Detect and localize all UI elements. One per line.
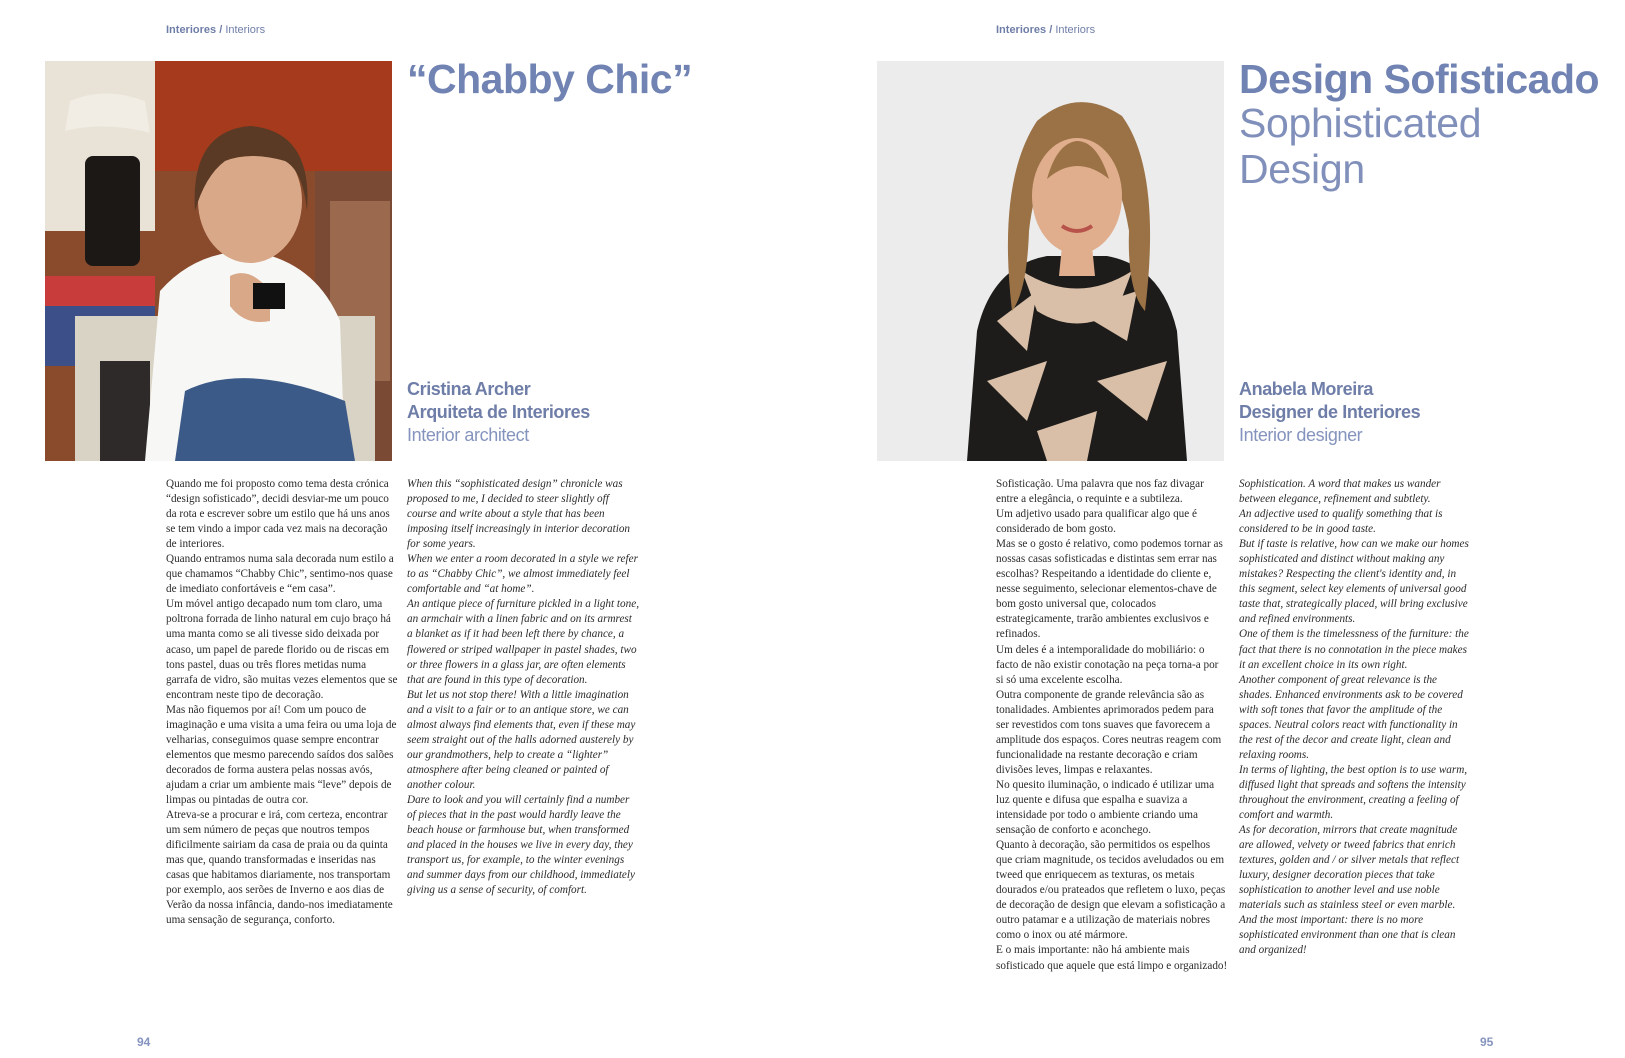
paragraph: Atreva-se a procurar e irá, com certeza, encontrar um sem número de peças que noutros tempos dificilmente sairiam da casa de praia ou da quinta mas que, quando transformadas e inseridas nas casas que habitamos diariamente, nos transportam por exemplo, aos serões de Inverno e aos dias de Verão da nossa infância, dando-nos imediatamente uma sensação de segurança, conforto. xyxy=(166,809,393,927)
portrait-photo-icon xyxy=(877,61,1224,461)
paragraph: Quando entramos numa sala decorada num estilo a que chamamos “Chabby Chic”, sentimo-nos quase de imediato confortáveis e “em casa”. xyxy=(166,553,394,596)
page-number-right: 95 xyxy=(1480,1035,1494,1049)
section-label-separator: / xyxy=(1049,24,1053,36)
author-name: Cristina Archer xyxy=(407,379,531,399)
section-label-left xyxy=(166,24,265,36)
section-label-right xyxy=(996,24,1095,36)
paragraph: One of them is the timelessness of the furniture: the fact that there is no connotation in the piece makes it an excellent choice in its own right. xyxy=(1239,628,1469,671)
portrait-photo-icon xyxy=(45,61,392,461)
paragraph: Quando me foi proposto como tema desta crónica “design sofisticado”, decidi desviar-me um pouco da rota e escrever sobre um estilo que há uns anos se tem vindo a impor cada vez mais na decoração de interiores. xyxy=(166,478,390,551)
section-label-pt: Interiores xyxy=(166,24,217,36)
section-label-en: Interiors xyxy=(225,24,266,36)
subtitle-line-2: Design xyxy=(1239,146,1365,192)
author-role-en: Interior architect xyxy=(407,425,529,445)
paragraph: No quesito iluminação, o indicado é utilizar uma luz quente e difusa que espalha e suaviza a intensidade por todo o ambiente criando uma sensação de conforto e aconchego. xyxy=(996,778,1215,837)
paragraph: Dare to look and you will certainly find a number of pieces that in the past would hardly leave the beach house or farmhouse but, when transformed and placed in the houses we live in every day, they transport us, for example, to the winter evenings and summer days from our childhood, immediately giving us a sense of security, of comfort. xyxy=(407,793,635,897)
paragraph: Um móvel antigo decapado num tom claro, uma poltrona forrada de linho natural em cujo braço há uma manta como se ali tivesse sido deixada por acaso, um papel de parede florido ou de riscas em tons pastel, duas ou três flores metidas numa garrafa de vidro, são muitas vezes elementos que se encontram neste tipo de decoração. xyxy=(166,598,398,701)
paragraph: In terms of lighting, the best option is to use warm, diffused light that spreads and softens the intensity throughout the environment, creating a feeling of comfort and warmth. xyxy=(1239,763,1468,822)
page-number-left: 94 xyxy=(137,1035,151,1049)
section-label-en: Interiors xyxy=(1055,24,1096,36)
body-text-en-left xyxy=(407,477,639,898)
author-name: Anabela Moreira xyxy=(1239,379,1374,399)
body-text-pt-left xyxy=(166,477,398,928)
paragraph: Mas não fiquemos por aí! Com um pouco de imaginação e uma visita a uma feira ou uma loja de velharias, conseguimos quase sempre encontrar elementos que mesmo parecendo saídos dos salões decorados de forma austera pelas nossas avós, ajudam a criar um ambiente mais “leve” depois de limpas ou pintadas de outra cor. xyxy=(166,703,397,806)
portrait-photo-cristina xyxy=(45,61,392,461)
author-role-pt: Designer de Interiores xyxy=(1239,402,1421,422)
paragraph: Mas se o gosto é relativo, como podemos tornar as nossas casas sofisticadas e distintas sem errar nas escolhas? Respeitando a identidade do cliente e, nesse seguimento, selecionar elementos-chave de bom gosto universal que, colocados estrategicamente, trarão ambientes exclusivos e refinados. xyxy=(996,538,1223,641)
paragraph: E o mais importante: não há ambiente mais sofisticado que aquele que está limpo e organizado! xyxy=(996,944,1228,972)
paragraph: Sophistication. A word that makes us wander between elegance, refinement and subtlety. xyxy=(1239,478,1441,506)
paragraph: When we enter a room decorated in a style we refer to as “Chabby Chic”, we almost immediately feel comfortable and “at home”. xyxy=(407,553,638,596)
paragraph: And the most important: there is no more sophisticated environment than one that is clean and organized! xyxy=(1239,914,1456,957)
paragraph: Um adjetivo usado para qualificar algo que é considerado de bom gosto. xyxy=(996,508,1197,536)
body-text-pt-right xyxy=(996,477,1228,974)
portrait-photo-anabela xyxy=(877,61,1224,461)
author-role-pt: Arquiteta de Interiores xyxy=(407,402,590,422)
paragraph: Another component of great relevance is the shades. Enhanced environments ask to be covered with soft tones that favor the amplitude of the spaces. Neutral colors react with functionality in the rest of the decor and create light, clean and relaxing rooms. xyxy=(1239,673,1463,761)
paragraph: An adjective used to qualify something that is considered to be in good taste. xyxy=(1239,508,1443,536)
paragraph: But let us not stop there! With a little imagination and a visit to a fair or to an antique store, we can almost always find elements that, even if these may seem straight out of the halls adorned austerely by our grandmothers, help to create a “lighter” atmosphere after being cleaned or painted of another colour. xyxy=(407,688,636,791)
article-subtitle-en xyxy=(1239,100,1481,192)
article-title-design-sofisticado: Design Sofisticado xyxy=(1239,56,1600,102)
paragraph: As for decoration, mirrors that create magnitude are allowed, velvety or tweed fabrics that enrich textures, golden and / or silver metals that reflect luxury, designer decoration pieces that take sophistication to another level and use noble materials such as stainless steel or even marble. xyxy=(1239,824,1460,912)
section-label-separator: / xyxy=(219,24,223,36)
author-role-en: Interior designer xyxy=(1239,425,1363,445)
article-title-chabby-chic: “Chabby Chic” xyxy=(407,56,693,102)
paragraph: Quanto à decoração, são permitidos os espelhos que criam magnitude, os tecidos aveludados ou em tweed que enriquecem as texturas, os metais dourados e/ou prateados que refletem o luxo, peças de decoração de design que elevam a sofisticação a outro patamar e a utilização de materiais nobres como o inox ou até mármore. xyxy=(996,839,1226,942)
paragraph: An antique piece of furniture pickled in a light tone, an armchair with a linen fabric and on its armrest a blanket as if it had been left there by chance, a flowered or striped wallpaper in pastel shades, two or three flowers in a glass jar, are often elements that are found in this type of decoration. xyxy=(407,598,639,686)
paragraph: But if taste is relative, how can we make our homes sophisticated and distinct without making any mistakes? Respecting the client's identity and, in this segment, select key elements of universal good taste that, strategically placed, will bring exclusive and refined environments. xyxy=(1239,538,1469,626)
subtitle-line-1: Sophisticated xyxy=(1239,100,1482,146)
section-label-pt: Interiores xyxy=(996,24,1047,36)
author-byline-right xyxy=(1239,378,1420,447)
paragraph: Outra componente de grande relevância são as tonalidades. Ambientes aprimorados pedem para ser revestidos com tons suaves que favorecem a amplitude dos espaços. Cores neutras reagem com funcionalidade na restante decoração e criam divisões leves, limpas e relaxantes. xyxy=(996,688,1222,776)
paragraph: Um deles é a intemporalidade do mobiliário: o facto de não existir conotação na peça torna-a por si só uma excelente escolha. xyxy=(996,643,1219,686)
paragraph: Sofisticação. Uma palavra que nos faz divagar entre a elegância, o requinte e a subtileza. xyxy=(996,478,1204,506)
body-text-en-right xyxy=(1239,477,1471,959)
author-byline-left xyxy=(407,378,590,447)
paragraph: When this “sophisticated design” chronicle was proposed to me, I decided to steer slightly off course and write about a style that has been imposing itself increasingly in interior decoration for some years. xyxy=(407,478,631,551)
